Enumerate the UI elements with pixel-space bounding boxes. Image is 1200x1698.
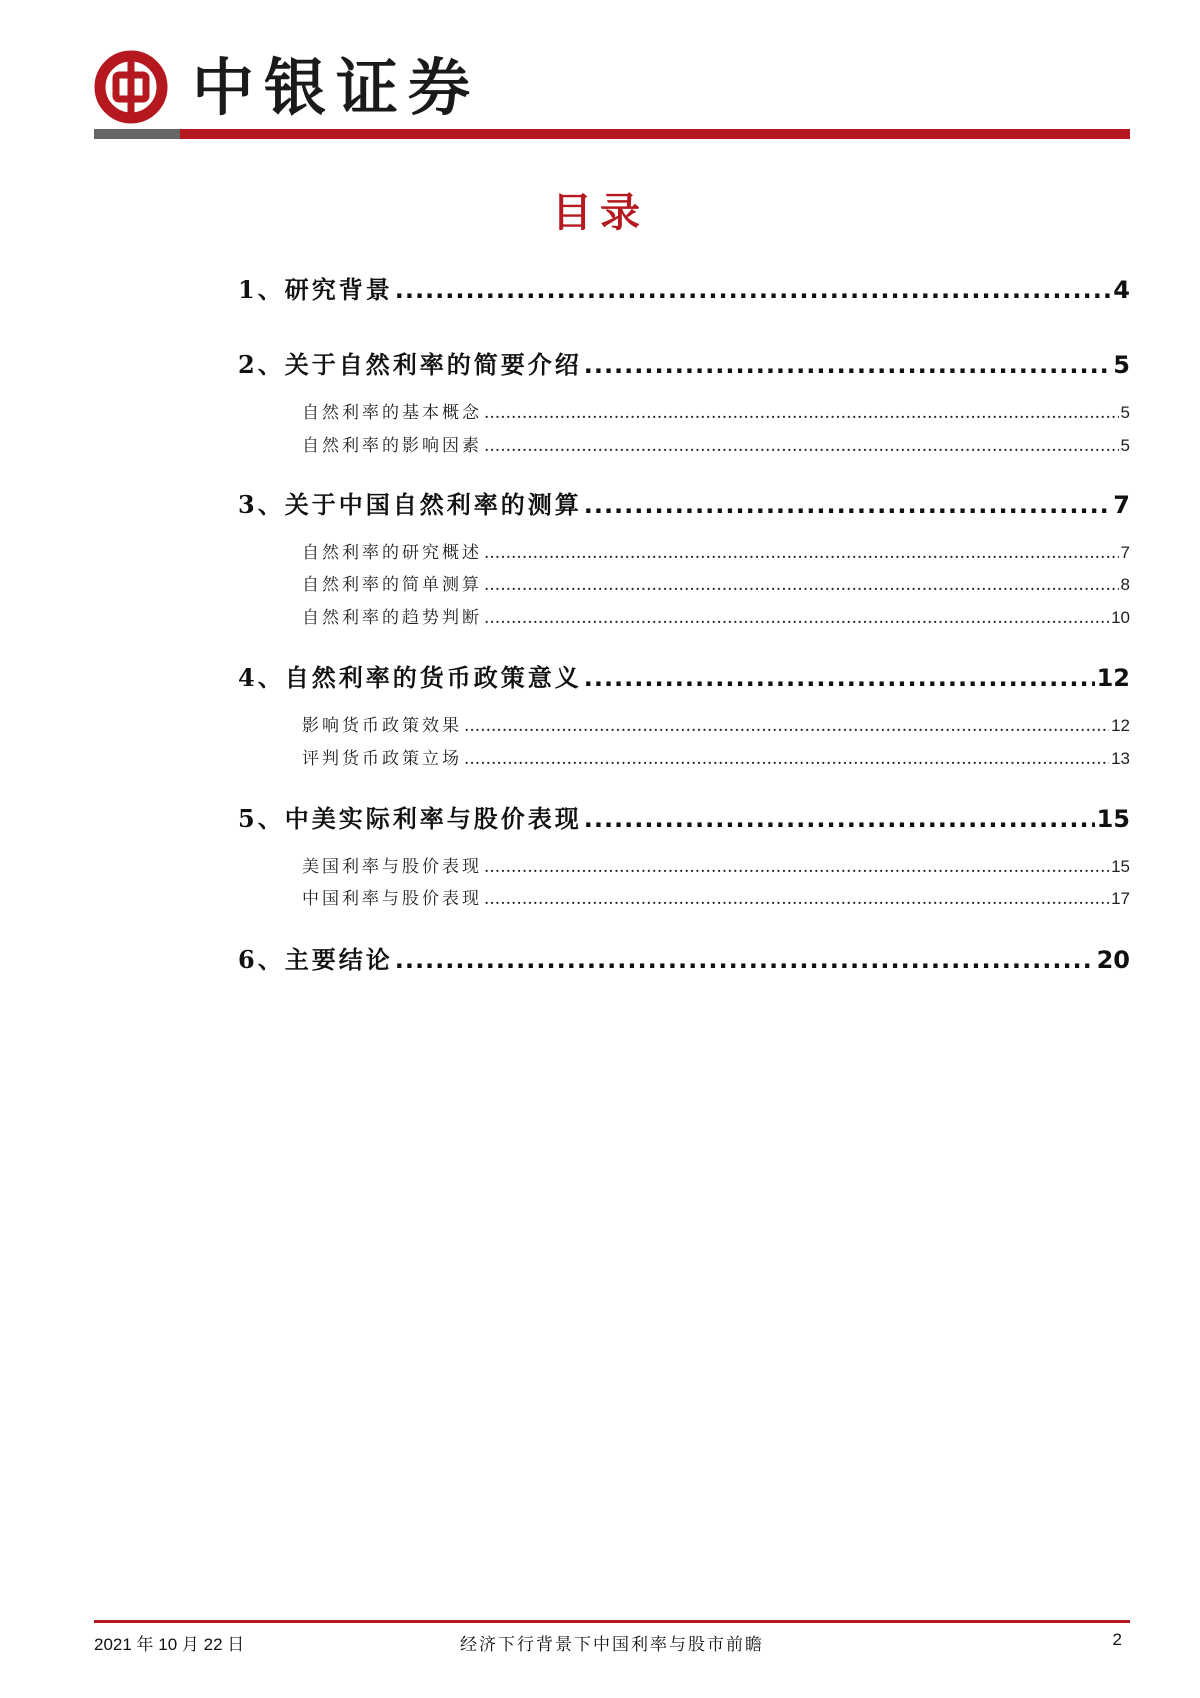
toc-subsection[interactable]	[302, 744, 1130, 772]
header-rule-red	[180, 129, 1130, 139]
footer-rule	[94, 1620, 1130, 1623]
dot-leader	[484, 857, 1109, 877]
toc-subsection-label: 中国利率与股价表现	[302, 889, 482, 909]
toc-subsection[interactable]	[302, 570, 1130, 598]
dot-leader	[395, 276, 1112, 304]
dot-leader	[584, 805, 1095, 833]
page-footer	[94, 1630, 1130, 1660]
toc-subsection-label: 美国利率与股价表现	[302, 857, 482, 877]
dot-leader	[395, 946, 1095, 974]
toc-subsection[interactable]	[302, 711, 1130, 739]
toc-section-label: 1、研究背景	[238, 275, 393, 304]
dot-leader	[464, 749, 1109, 769]
toc-page-number: 7	[1120, 543, 1130, 562]
dot-leader	[484, 889, 1109, 909]
toc-section-6[interactable]	[238, 940, 1130, 980]
brand-name: 中银证券	[192, 51, 481, 124]
toc-subsection[interactable]	[302, 852, 1130, 880]
toc-page-number: 17	[1111, 889, 1130, 908]
toc-subsection[interactable]	[302, 884, 1130, 912]
dot-leader	[484, 403, 1119, 423]
toc-page-number: 4	[1113, 276, 1130, 304]
toc-section-1[interactable]	[238, 270, 1130, 310]
dot-leader	[464, 716, 1109, 736]
toc-title: 目录	[552, 189, 648, 236]
dot-leader	[584, 664, 1095, 692]
header-rule-gray	[94, 129, 180, 139]
toc-section-2[interactable]	[238, 345, 1130, 385]
toc-page-number: 15	[1111, 857, 1130, 876]
toc-section-label: 2、关于自然利率的简要介绍	[238, 350, 582, 379]
toc-subsection-label: 影响货币政策效果	[302, 716, 462, 736]
dot-leader	[484, 543, 1119, 563]
toc-page-number: 5	[1120, 436, 1130, 455]
footer-page-number: 2	[1112, 1630, 1122, 1649]
bank-of-china-logo-icon	[94, 50, 168, 124]
toc-section-label: 6、主要结论	[238, 945, 393, 974]
toc-section-4[interactable]	[238, 658, 1130, 698]
toc-section-label: 5、中美实际利率与股价表现	[238, 804, 582, 833]
toc-page-number: 13	[1111, 749, 1130, 768]
toc-page-number: 10	[1111, 608, 1130, 627]
toc-page-number: 12	[1096, 664, 1130, 692]
footer-report-title: 经济下行背景下中国利率与股市前瞻	[460, 1635, 764, 1655]
toc-page-number: 20	[1096, 946, 1130, 974]
dot-leader	[584, 491, 1112, 519]
toc-page-number: 5	[1120, 403, 1130, 422]
toc-subsection-label: 自然利率的趋势判断	[302, 608, 482, 628]
footer-date: 2021 年 10 月 22 日	[94, 1635, 245, 1654]
dot-leader	[584, 351, 1112, 379]
toc-subsection[interactable]	[302, 431, 1130, 459]
toc-page-number: 7	[1113, 491, 1130, 519]
toc-subsection[interactable]	[302, 538, 1130, 566]
toc-page-number: 12	[1111, 716, 1130, 735]
toc-page-number: 8	[1120, 575, 1130, 594]
toc-subsection[interactable]	[302, 603, 1130, 631]
toc-page-number: 5	[1113, 351, 1130, 379]
dot-leader	[484, 575, 1119, 595]
toc-section-label: 3、关于中国自然利率的测算	[238, 490, 582, 519]
toc-subsection-label: 自然利率的简单测算	[302, 575, 482, 595]
toc-subsection[interactable]	[302, 398, 1130, 426]
toc-section-5[interactable]	[238, 799, 1130, 839]
toc-section-3[interactable]	[238, 485, 1130, 525]
page-header	[94, 40, 1130, 140]
toc-section-label: 4、自然利率的货币政策意义	[238, 663, 582, 692]
toc-subsection-label: 评判货币政策立场	[302, 749, 462, 769]
toc-subsection-label: 自然利率的研究概述	[302, 543, 482, 563]
toc-subsection-label: 自然利率的基本概念	[302, 403, 482, 423]
toc-subsection-label: 自然利率的影响因素	[302, 436, 482, 456]
dot-leader	[484, 436, 1119, 456]
dot-leader	[484, 608, 1109, 628]
toc-page-number: 15	[1096, 805, 1130, 833]
